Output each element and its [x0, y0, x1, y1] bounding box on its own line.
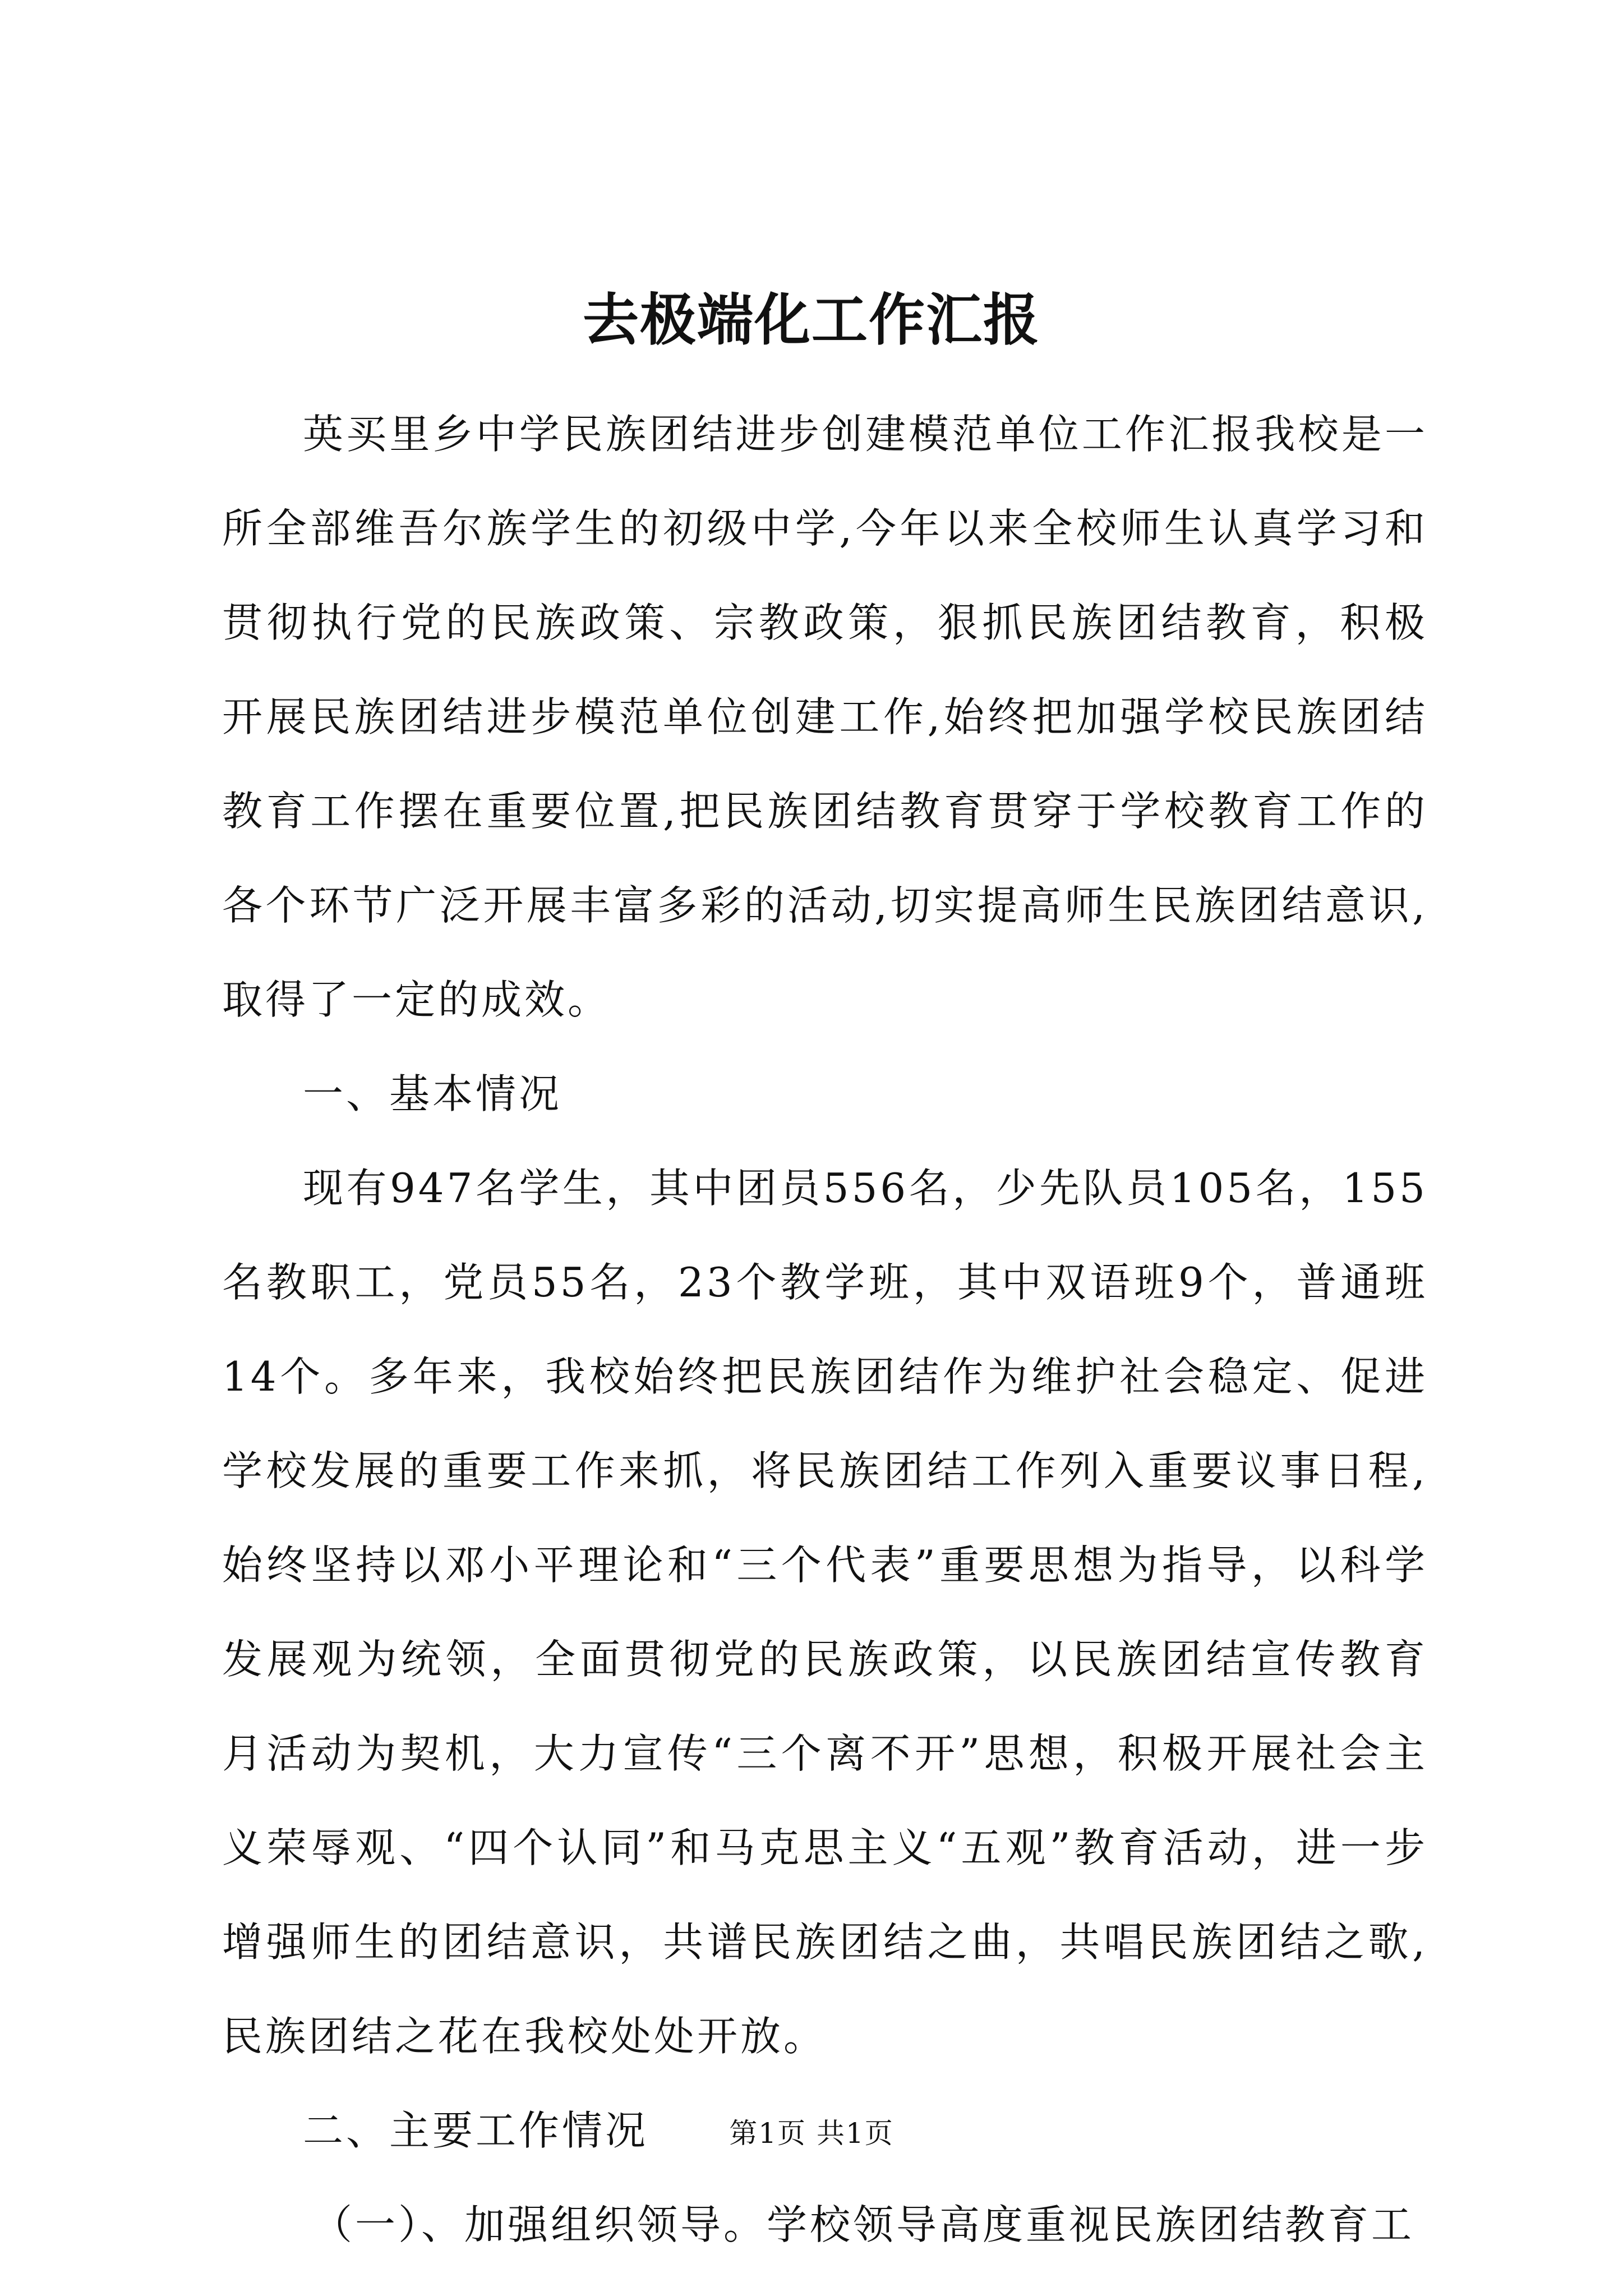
basic-situation-paragraph: 现有947名学生，其中团员556名，少先队员105名，155名教职工，党员55名，23个教学班，其中双语班9个，普通班14个。多年来，我校始终把民族团结作为维护社会稳定、促进学校发展的重要工作来抓，将民族团结工作列入重要议事日程,始终坚持以邓小平理论和“三个代表”重要思想为指导，以科学发展观为统领，全面贯彻党的民族政策，以民族团结宣传教育月活动为契机，大力宣传“三个离不开”思想，积极开展社会主义荣辱观、“四个认同”和马克思主义“五观”教育活动，进一步增强师生的团结意识，共谱民族团结之曲，共唱民族团结之歌,民族团结之花在我校处处开放。	[222, 1165, 1428, 2060]
document-body	[222, 387, 1428, 2272]
document-title: 去极端化工作汇报	[583, 287, 1040, 353]
page-footer: 第1页 共1页	[729, 2117, 894, 2150]
section-heading-basic: 一、基本情况	[303, 1070, 562, 1117]
intro-paragraph: 英买里乡中学民族团结进步创建模范单位工作汇报我校是一所全部维吾尔族学生的初级中学,今年以来全校师生认真学习和贯彻执行党的民族政策、宗教政策，狠抓民族团结教育，积极开展民族团结进步模范单位创建工作,始终把加强学校民族团结教育工作摆在重要位置,把民族团结教育贯穿于学校教育工作的各个环节广泛开展丰富多彩的活动,切实提高师生民族团结意识,取得了一定的成效。	[222, 411, 1428, 1023]
subsection-paragraph: （一）、加强组织领导。学校领导高度重视民族团结教育工	[312, 2201, 1415, 2248]
section-heading-main-work: 二、主要工作情况	[303, 2107, 649, 2154]
